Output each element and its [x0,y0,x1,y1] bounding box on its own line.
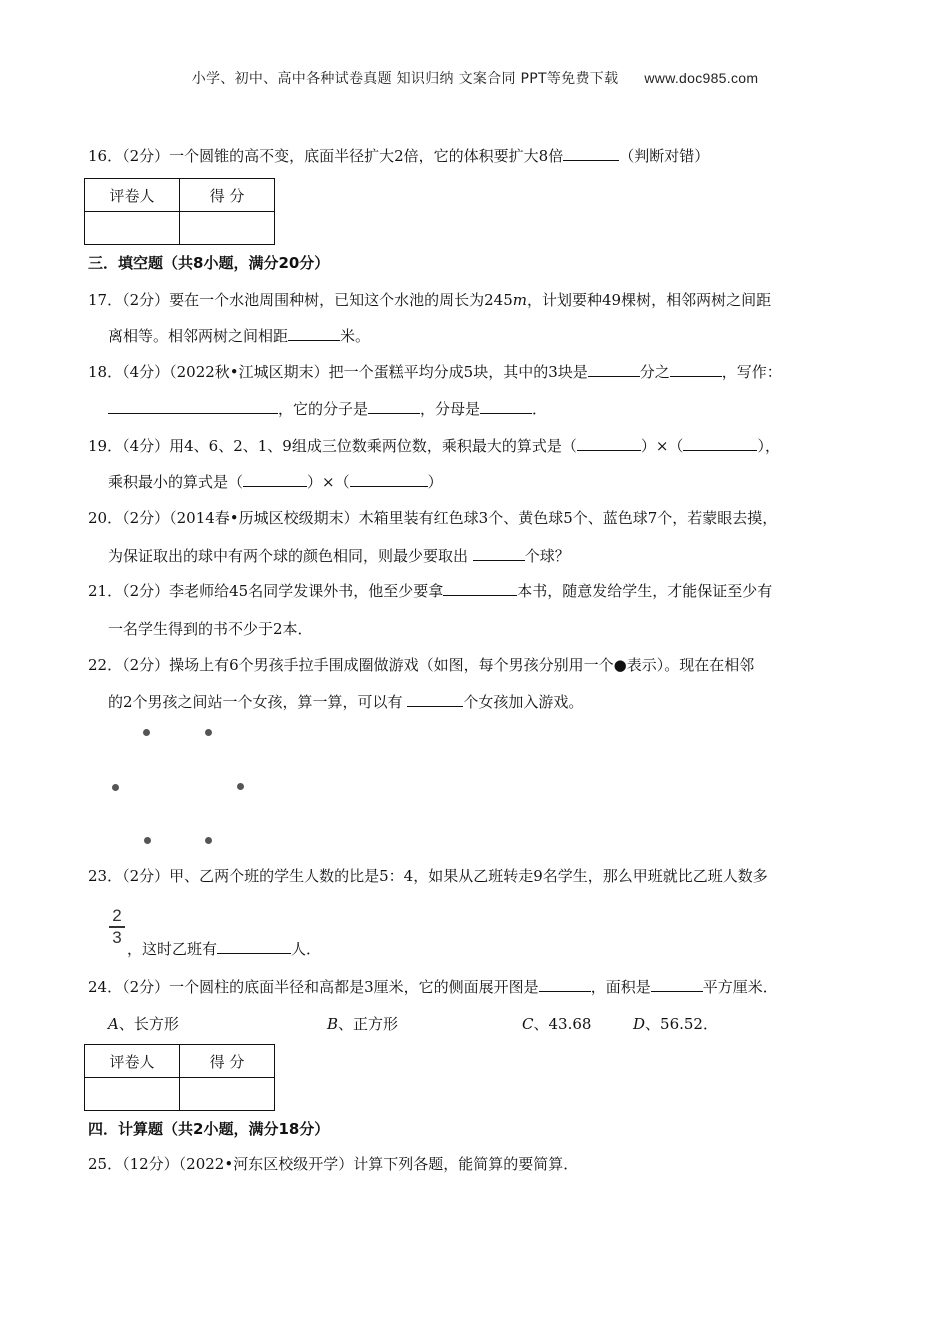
question-19 [88,436,780,456]
question-21 [88,581,772,601]
q19-text-c: ）， [757,437,780,455]
option-text: 、正方形 [338,1015,399,1033]
boy-dot [112,784,119,791]
answer-blank[interactable] [563,146,619,161]
answer-blank[interactable] [243,472,307,487]
option-text: 、56.52． [645,1015,718,1033]
question-23 [88,866,768,886]
answer-blank[interactable] [651,977,703,992]
question-16 [88,146,709,166]
question-24 [88,977,778,997]
question-22 [88,655,754,675]
answer-blank[interactable] [288,326,340,341]
answer-blank[interactable] [670,362,722,377]
score-cell[interactable] [180,212,275,245]
q22-line2-b: 个女孩加入游戏。 [463,693,584,711]
q18-line2-a: ，它的分子是 [278,400,369,418]
q17-text: 17．（2分）要在一个水池周围种树，已知这个水池的周长为245 [88,291,513,309]
q17-unit: m [512,291,527,309]
score-table [84,1044,275,1111]
boy-dot [143,729,150,736]
q18-line2-b: ，分母是 [420,400,481,418]
question-23-line2 [127,939,321,959]
fraction-denominator: 3 [112,927,122,947]
q19-text: 19．（4分）用4、6、2、1、9组成三位数乘两位数，乘积最大的算式是（ [88,437,577,455]
fraction [108,907,126,947]
answer-blank[interactable] [539,977,591,992]
option-letter: C [522,1015,534,1033]
option-a[interactable] [108,1013,179,1034]
q20-line2-b: 个球？ [524,547,570,565]
option-text: 、长方形 [118,1015,179,1033]
question-17-line2 [108,326,370,346]
answer-blank[interactable] [217,939,291,954]
header-title: 小学、初中、高中各种试卷真题 知识归纳 文案合同 PPT等免费下载 [191,71,619,87]
option-c[interactable] [522,1013,591,1034]
question-20-line2 [108,546,570,566]
q17-line2-suffix: 米。 [340,327,371,345]
q19-line2-c: ） [427,473,443,491]
answer-blank[interactable] [683,436,757,451]
q18-line2-c: ． [532,400,548,418]
score-cell[interactable] [180,1078,275,1111]
question-19-line2 [108,472,443,492]
answer-blank[interactable] [350,472,428,487]
q22-line2-a: 的2个男孩之间站一个女孩，算一算，可以有 [108,693,408,711]
option-b[interactable] [327,1013,398,1034]
boy-dot [144,837,151,844]
section-title: 四．计算题（共2小题，满分18分） [88,1120,330,1138]
header-url[interactable]: www.doc985.com [644,70,759,86]
option-text: 、43.68 [533,1015,592,1033]
score-label: 得 分 [180,179,275,212]
grader-label: 评卷人 [85,179,180,212]
grader-cell[interactable] [85,1078,180,1111]
boy-dot [205,729,212,736]
answer-blank[interactable] [443,581,517,596]
score-label: 得 分 [180,1045,275,1078]
q18-text-b: 分之 [639,363,670,381]
q21-text: 21．（2分）李老师给45名同学发课外书，他至少要拿 [88,582,444,600]
q24-text: 24．（2分）一个圆柱的底面半径和高都是3厘米，它的侧面展开图是 [88,978,539,996]
q24-text-b: ，面积是 [590,978,651,996]
q20-line2-a: 为保证取出的球中有两个球的颜色相同，则最少要取出 [108,547,473,565]
q17-text-cont: ，计划要种49棵树，相邻两树之间距 [527,291,772,309]
q17-line2-text: 离相等。相邻两树之间相距 [108,327,289,345]
option-letter: D [633,1015,646,1033]
q19-line2-b: ）×（ [307,473,350,491]
q18-text-c: ，写作： [721,363,782,381]
q18-text: 18．（4分）（2022秋•江城区期末）把一个蛋糕平均分成5块，其中的3块是 [88,363,588,381]
q20-text: 20．（2分）（2014春•历城区校级期末）木箱里装有红色球3个、黄色球5个、蓝色球7个，若蒙眼去摸， [88,509,778,527]
grader-label: 评卷人 [85,1045,180,1078]
fraction-numerator: 2 [112,906,122,925]
answer-blank[interactable] [407,692,463,707]
question-21-line2 [108,619,313,639]
grader-cell[interactable] [85,212,180,245]
q22-text: 22．（2分）操场上有6个男孩手拉手围成圈做游戏（如图，每个男孩分别用一个●表示）。现在在相邻 [88,656,755,674]
option-letter: B [327,1015,339,1033]
section-title: 三．填空题（共8小题，满分20分） [88,254,330,272]
score-table [84,178,275,245]
question-18-line2 [108,399,547,419]
q16-suffix: （判断对错） [619,147,710,165]
boy-dot [237,783,244,790]
option-letter: A [108,1015,119,1033]
q24-text-c: 平方厘米． [702,978,778,996]
answer-blank[interactable] [108,399,278,414]
q23-text: 23．（2分）甲、乙两个班的学生人数的比是5：4，如果从乙班转走9名学生，那么甲班就比乙班人数多 [88,867,768,885]
question-18 [88,362,782,382]
question-22-line2 [108,692,583,712]
answer-blank[interactable] [480,399,532,414]
q19-text-b: ）×（ [640,437,684,455]
question-20 [88,508,777,528]
answer-blank[interactable] [577,436,641,451]
q21-text-b: 本书，随意发给学生，才能保证至少有 [517,582,773,600]
question-17 [88,290,771,310]
option-d[interactable] [633,1013,718,1034]
q21-line2: 一名学生得到的书不少于2本． [108,620,313,638]
question-25: 25．（12分）（2022•河东区校级开学）计算下列各题，能简算的要简算． [88,1155,579,1173]
q16-text: 16．（2分）一个圆锥的高不变，底面半径扩大2倍，它的体积要扩大8倍 [88,147,564,165]
q23-line2-b: 人． [291,940,322,958]
q19-line2-a: 乘积最小的算式是（ [108,473,244,491]
answer-blank[interactable] [588,362,640,377]
answer-blank[interactable] [473,546,525,561]
answer-blank[interactable] [368,399,420,414]
boy-dot [205,837,212,844]
q23-line2-a: ，这时乙班有 [127,940,218,958]
page-header [0,68,950,88]
